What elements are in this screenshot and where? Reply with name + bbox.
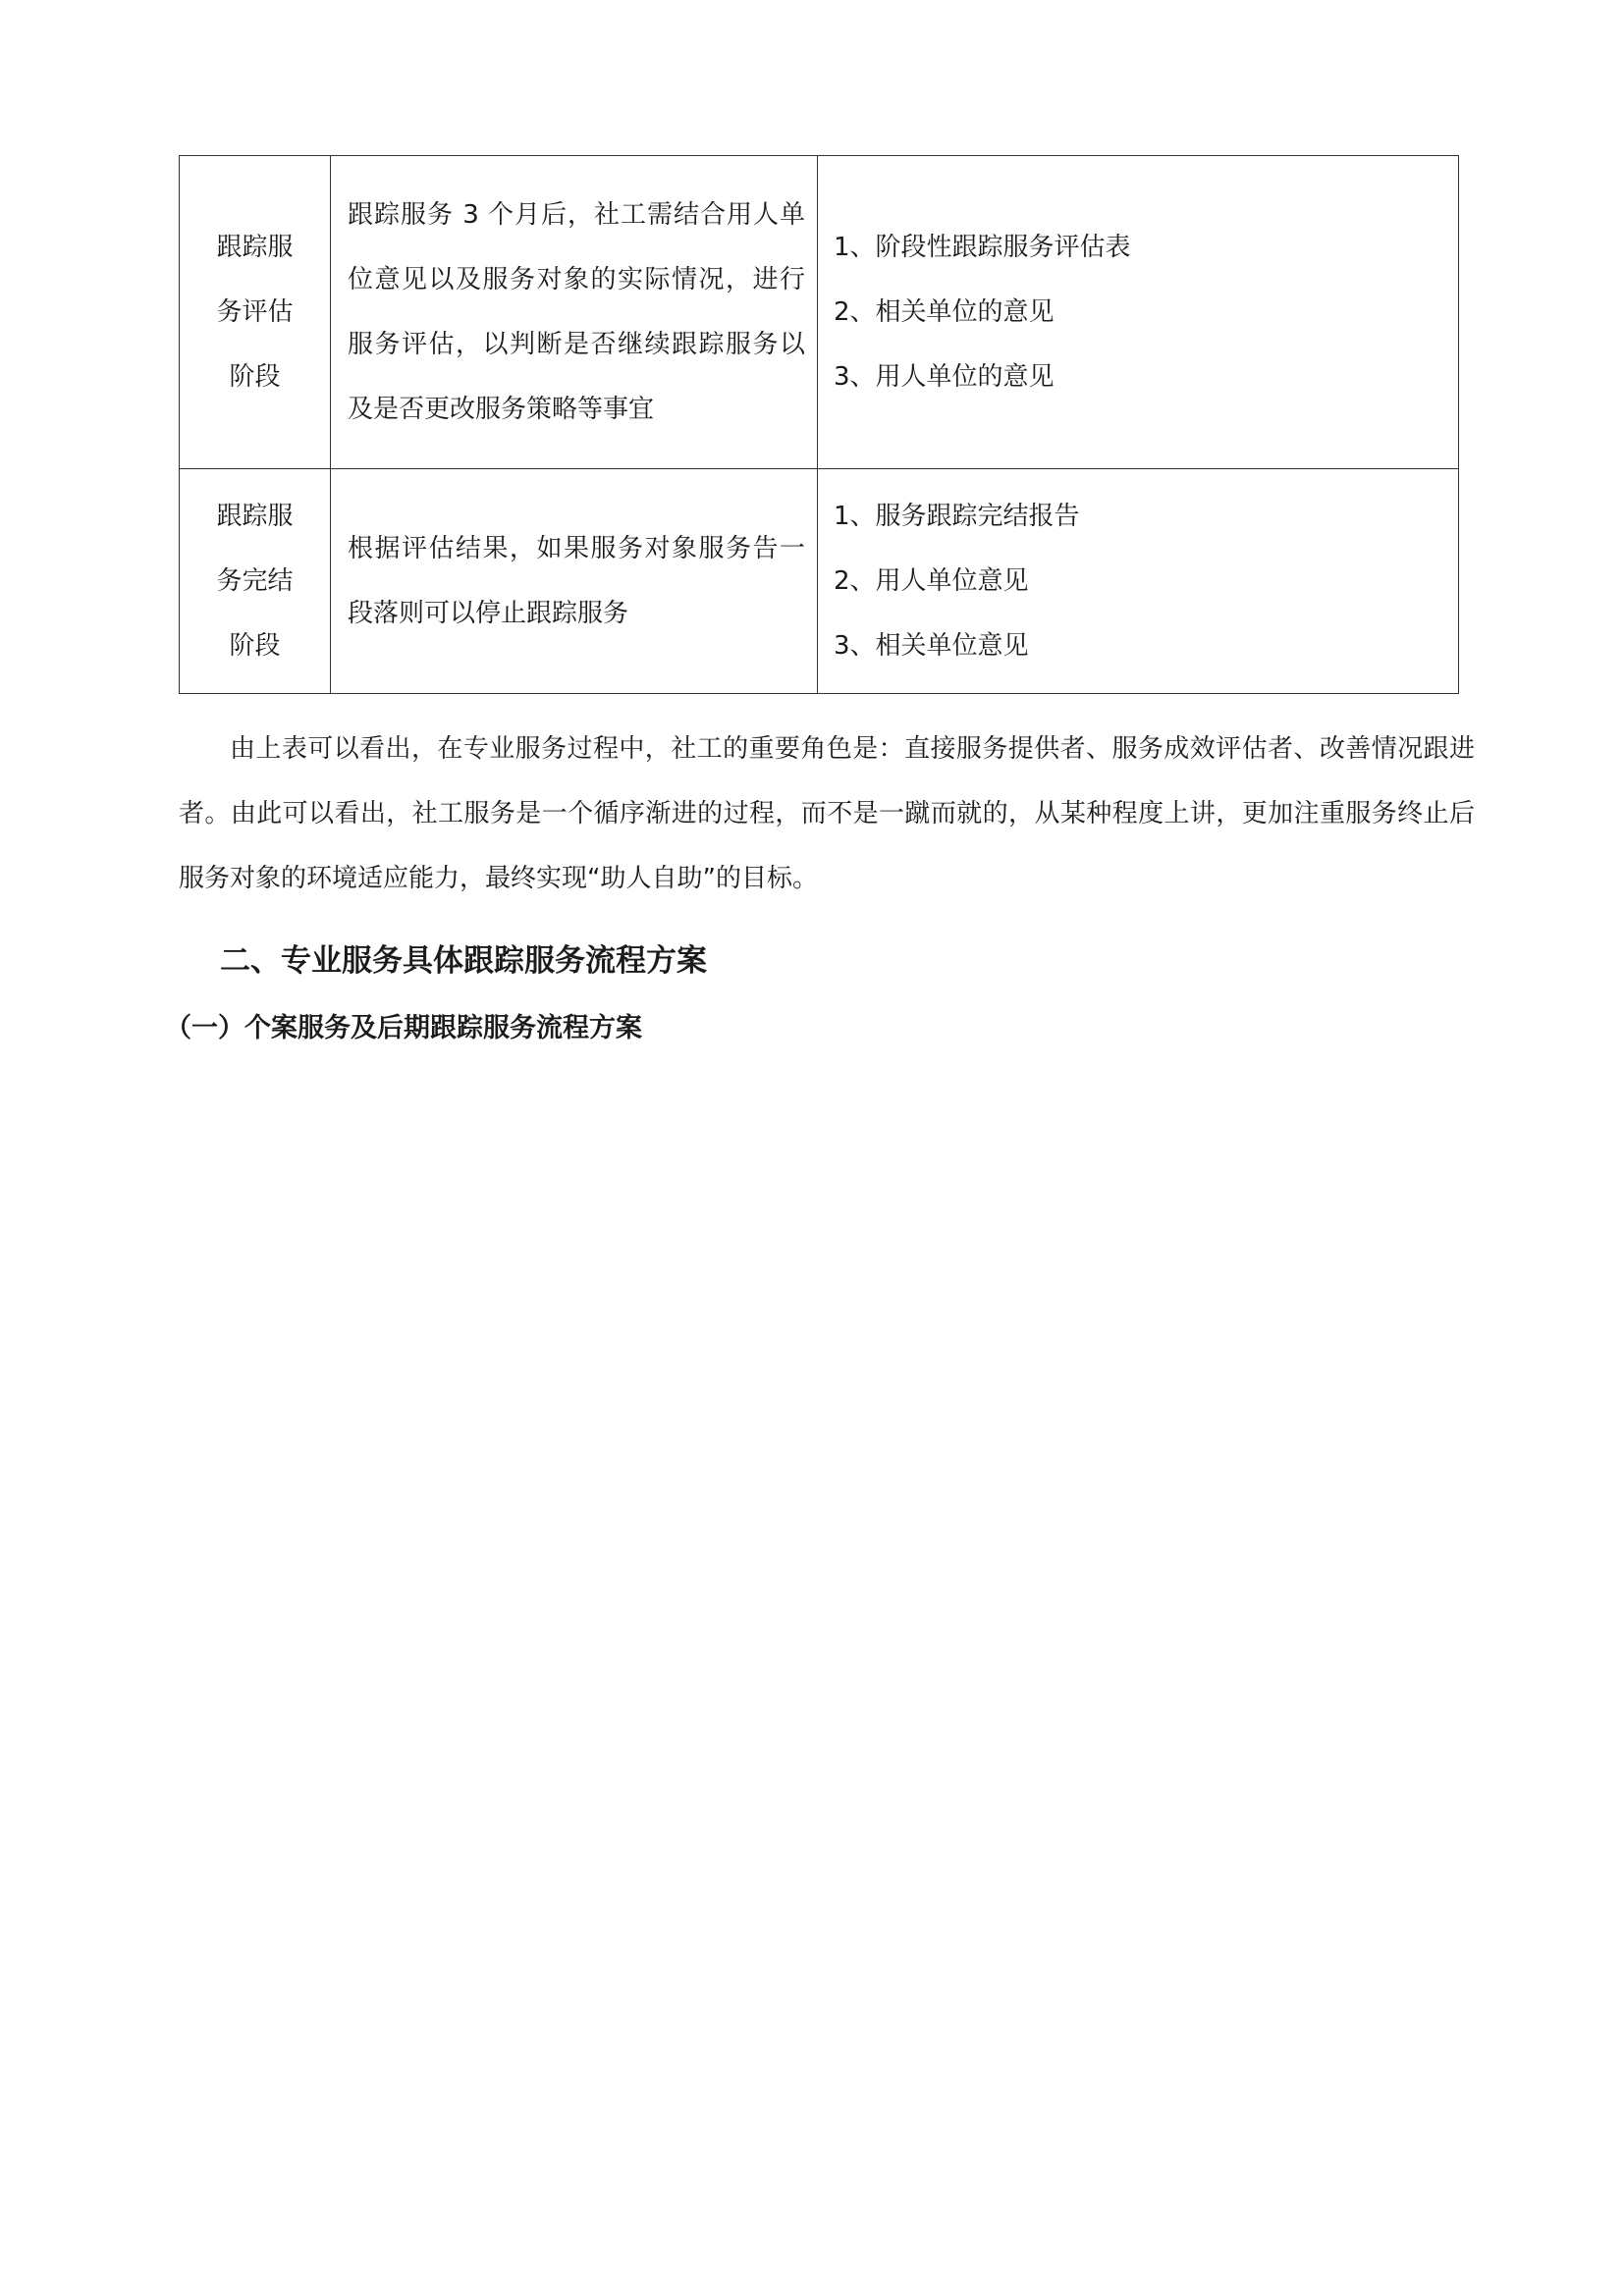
section-heading: 二、专业服务具体跟踪服务流程方案 xyxy=(220,943,707,979)
list-item: 1、服务跟踪完结报告 xyxy=(834,502,1080,531)
stage-description: 根据评估结果，如果服务对象服务告一段落则可以停止跟踪服务 xyxy=(348,534,805,628)
list-item: 3、用人单位的意见 xyxy=(834,362,1055,392)
table-row xyxy=(180,469,1459,694)
table-row xyxy=(180,156,1459,469)
service-stage-table xyxy=(179,155,1459,694)
summary-paragraph: 由上表可以看出，在专业服务过程中，社工的重要角色是：直接服务提供者、服务成效评估者、改善情况跟进者。由此可以看出，社工服务是一个循序渐进的过程，而不是一蹴而就的，从某种程度上讲，更加注重服务终止后服务对象的环境适应能力，最终实现“助人自助”的目标。 xyxy=(179,734,1475,893)
documents-cell xyxy=(818,156,1459,469)
stage-cell xyxy=(180,469,331,694)
list-item: 1、阶段性跟踪服务评估表 xyxy=(834,233,1131,262)
documents-cell xyxy=(818,469,1459,694)
stage-description: 跟踪服务 3 个月后，社工需结合用人单位意见以及服务对象的实际情况，进行服务评估，以判断是否继续跟踪服务以及是否更改服务策略等事宜 xyxy=(348,200,805,424)
description-cell xyxy=(331,469,818,694)
sub-heading: （一）个案服务及后期跟踪服务流程方案 xyxy=(165,1013,642,1043)
document-list xyxy=(818,484,1458,678)
document-list xyxy=(818,215,1458,409)
list-item: 2、相关单位的意见 xyxy=(834,297,1055,327)
description-cell xyxy=(331,156,818,469)
stage-name: 跟踪服务评估阶段 xyxy=(216,233,294,392)
list-item: 3、相关单位意见 xyxy=(834,631,1029,661)
stage-cell xyxy=(180,156,331,469)
list-item: 2、用人单位意见 xyxy=(834,566,1029,596)
stage-name: 跟踪服务完结阶段 xyxy=(216,502,294,661)
